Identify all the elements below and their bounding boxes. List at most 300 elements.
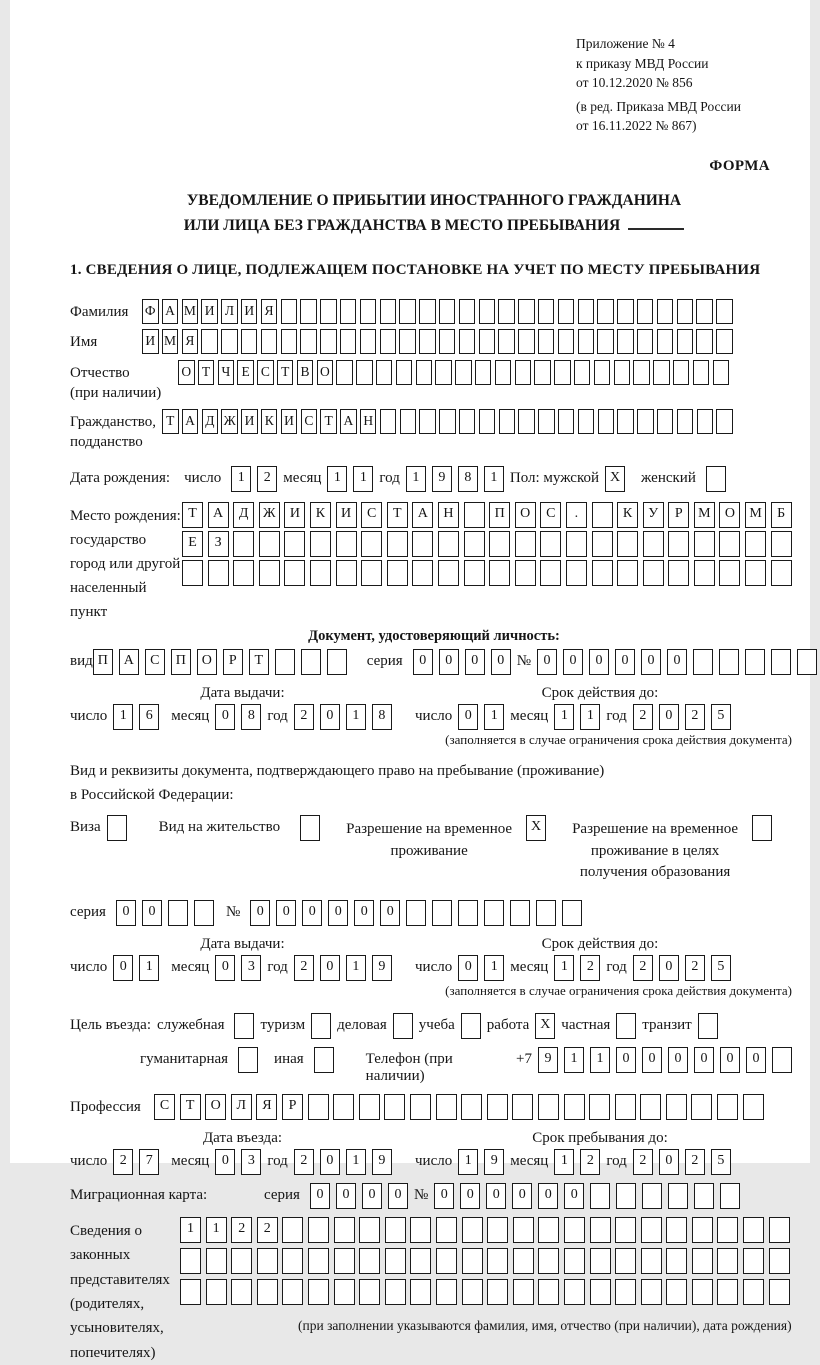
char-cell-empty <box>743 1094 764 1120</box>
char-cell-filled: Р <box>282 1094 303 1120</box>
char-cell-filled: 0 <box>388 1183 408 1209</box>
birth-place-label: Место рождения: государство город или другой населенный пункт <box>70 508 181 621</box>
residence-doc-intro: Вид и реквизиты документа, подтверждающего право на пребывание (проживание) в Российской Федерации: <box>70 763 605 803</box>
char-cell-filled: Т <box>277 360 294 385</box>
char-cell-empty <box>616 1013 636 1039</box>
char-cell-empty <box>495 360 512 385</box>
stay-year-cells <box>633 1149 737 1175</box>
char-cell-filled: Т <box>320 409 337 434</box>
char-cell-empty <box>412 531 433 557</box>
char-cell-empty <box>696 329 713 354</box>
form-title <box>70 189 798 239</box>
char-cell-filled: С <box>301 409 318 434</box>
char-cell-empty <box>340 299 357 324</box>
birth-day-cells <box>231 466 283 492</box>
char-cell-empty <box>282 1279 303 1305</box>
char-cell-filled: 0 <box>460 1183 480 1209</box>
char-cell-filled: 0 <box>465 649 485 675</box>
char-cell-empty <box>487 1248 508 1274</box>
char-cell-empty <box>336 360 353 385</box>
char-cell-empty <box>693 360 710 385</box>
char-cell-empty <box>462 1217 483 1243</box>
char-cell-empty <box>489 531 510 557</box>
char-cell-filled: 2 <box>580 1149 600 1175</box>
char-cell-empty <box>459 409 476 434</box>
representatives-label: Сведения о законных представителях (родителях, усыновителях, попечителях) <box>70 1223 170 1361</box>
char-cell-filled: О <box>197 649 217 675</box>
char-cell-empty <box>696 299 713 324</box>
char-cell-empty <box>594 360 611 385</box>
char-cell-empty <box>361 560 382 586</box>
char-cell-empty <box>615 1217 636 1243</box>
entry-date: Дата въезда: число 2 7 месяц 0 3 год 2 0 1 9 <box>70 1130 415 1175</box>
char-cell-filled: 1 <box>484 466 504 492</box>
char-cell-empty <box>693 649 713 675</box>
stay-day-cells <box>458 1149 510 1175</box>
char-cell-empty <box>385 1217 406 1243</box>
residence-seriya-cells <box>116 900 220 926</box>
char-cell-filled: 1 <box>180 1217 201 1243</box>
char-cell-empty <box>410 1094 431 1120</box>
char-cell-empty <box>439 329 456 354</box>
char-cell-filled: 9 <box>484 1149 504 1175</box>
char-cell-empty <box>771 649 791 675</box>
sex-male-checkbox <box>605 466 631 492</box>
char-cell-empty <box>360 299 377 324</box>
entry-date-title: Дата въезда: <box>202 1130 283 1147</box>
issue-month-cells <box>215 704 267 730</box>
char-cell-filled: Ж <box>259 502 280 528</box>
char-cell-filled: С <box>145 649 165 675</box>
char-cell-empty <box>590 1183 610 1209</box>
char-cell-empty <box>308 1217 329 1243</box>
migration-number-cells <box>434 1183 746 1209</box>
char-cell-empty <box>558 409 575 434</box>
char-cell-empty <box>719 649 739 675</box>
char-cell-filled: 1 <box>590 1047 610 1073</box>
char-cell-empty <box>419 329 436 354</box>
char-cell-empty <box>515 560 536 586</box>
char-cell-filled: 9 <box>538 1047 558 1073</box>
char-cell-filled: Н <box>438 502 459 528</box>
char-cell-filled: 0 <box>362 1183 382 1209</box>
char-cell-empty <box>668 1183 688 1209</box>
char-cell-empty <box>436 1217 457 1243</box>
char-cell-empty <box>385 1248 406 1274</box>
char-cell-filled: 0 <box>694 1047 714 1073</box>
residence-doc-types <box>70 815 798 884</box>
char-cell-empty <box>713 360 730 385</box>
char-cell-empty <box>698 1013 718 1039</box>
char-cell-empty <box>400 409 417 434</box>
char-cell-empty <box>641 1248 662 1274</box>
residence-validity-day-cells <box>458 955 510 981</box>
char-cell-filled: 1 <box>484 704 504 730</box>
char-cell-empty <box>745 560 766 586</box>
residence-seriya-label: серия <box>70 904 106 921</box>
char-cell-empty <box>743 1279 764 1305</box>
char-cell-filled: 0 <box>563 649 583 675</box>
char-cell-empty <box>657 329 674 354</box>
doc-number-label: № <box>516 653 531 670</box>
char-cell-filled: 0 <box>250 900 270 926</box>
char-cell-empty <box>479 329 496 354</box>
char-cell-filled: 0 <box>354 900 374 926</box>
char-cell-empty <box>360 329 377 354</box>
char-cell-empty <box>284 560 305 586</box>
char-cell-filled: Л <box>231 1094 252 1120</box>
stay-month-cells <box>554 1149 606 1175</box>
char-cell-filled: 1 <box>346 704 366 730</box>
char-cell-filled: 1 <box>458 1149 478 1175</box>
doc-number-cells <box>537 649 820 675</box>
char-cell-filled: X <box>526 815 546 841</box>
char-cell-filled: А <box>208 502 229 528</box>
char-cell-empty <box>616 1183 636 1209</box>
entry-stay-dates <box>70 1130 798 1175</box>
purpose-row-2: гуманитарная иная Телефон (при наличии) +7 9 1 1 0 0 0 0 0 0 <box>140 1047 798 1085</box>
char-cell-filled: 1 <box>139 955 159 981</box>
char-cell-filled: 8 <box>241 704 261 730</box>
char-cell-empty <box>719 531 740 557</box>
char-cell-empty <box>432 900 452 926</box>
char-cell-empty <box>282 1217 303 1243</box>
purpose-study-checkbox <box>461 1013 487 1039</box>
char-cell-empty <box>233 560 254 586</box>
char-cell-empty <box>512 1094 533 1120</box>
char-cell-empty <box>614 360 631 385</box>
char-cell-empty <box>399 329 416 354</box>
char-cell-filled: Т <box>162 409 179 434</box>
char-cell-filled: 0 <box>320 704 340 730</box>
char-cell-empty <box>436 1094 457 1120</box>
char-cell-empty <box>498 329 515 354</box>
char-cell-empty <box>333 1094 354 1120</box>
birth-date-label: Дата рождения: <box>70 470 171 487</box>
char-cell-filled: 1 <box>554 1149 574 1175</box>
annex-header <box>576 34 798 136</box>
field-patronymic <box>70 360 798 403</box>
char-cell-empty <box>706 466 726 492</box>
char-cell-filled: 0 <box>434 1183 454 1209</box>
char-cell-filled: А <box>340 409 357 434</box>
char-cell-filled: 9 <box>432 466 452 492</box>
char-cell-empty <box>281 329 298 354</box>
char-cell-filled: О <box>515 502 536 528</box>
char-cell-empty <box>716 329 733 354</box>
edu-permit-label: Разрешение на временное проживание в целях получения образования <box>572 820 739 881</box>
char-cell-empty <box>513 1248 534 1274</box>
char-cell-empty <box>510 900 530 926</box>
char-cell-empty <box>691 1094 712 1120</box>
field-birth-date <box>70 466 798 492</box>
char-cell-empty <box>320 329 337 354</box>
annex-line-2: к приказу МВД России <box>576 55 709 71</box>
surname-cells <box>142 299 736 324</box>
char-cell-empty <box>534 360 551 385</box>
char-cell-filled: Я <box>182 329 199 354</box>
char-cell-empty <box>107 815 127 841</box>
citizenship-cells <box>162 409 736 434</box>
char-cell-empty <box>206 1248 227 1274</box>
visa-checkbox <box>107 815 133 841</box>
char-cell-filled: 1 <box>327 466 347 492</box>
char-cell-filled: 1 <box>346 955 366 981</box>
purpose-humanitarian-checkbox <box>238 1047 264 1073</box>
char-cell-empty <box>359 1217 380 1243</box>
identity-doc-dates <box>70 685 798 730</box>
char-cell-empty <box>771 560 792 586</box>
char-cell-empty <box>464 531 485 557</box>
char-cell-empty <box>380 299 397 324</box>
char-cell-empty <box>694 1183 714 1209</box>
char-cell-empty <box>300 299 317 324</box>
char-cell-empty <box>334 1279 355 1305</box>
char-cell-empty <box>657 299 674 324</box>
char-cell-empty <box>640 1094 661 1120</box>
representatives-row-1 <box>180 1217 794 1243</box>
edu-permit-checkbox <box>752 815 778 841</box>
title-blank-underline <box>628 215 684 230</box>
char-cell-filled: 2 <box>633 955 653 981</box>
char-cell-filled: 0 <box>746 1047 766 1073</box>
char-cell-filled: 1 <box>580 704 600 730</box>
char-cell-filled: 2 <box>633 704 653 730</box>
char-cell-filled: Д <box>202 409 219 434</box>
char-cell-filled: 3 <box>241 1149 261 1175</box>
field-surname <box>70 299 798 324</box>
char-cell-filled: Л <box>221 299 238 324</box>
char-cell-filled: 0 <box>564 1183 584 1209</box>
char-cell-empty <box>376 360 393 385</box>
char-cell-empty <box>578 299 595 324</box>
purpose-business-checkbox <box>234 1013 260 1039</box>
char-cell-empty <box>419 299 436 324</box>
char-cell-filled: К <box>261 409 278 434</box>
char-cell-filled: М <box>745 502 766 528</box>
char-cell-empty <box>617 329 634 354</box>
residence-permit-checkbox <box>300 815 326 841</box>
char-cell-empty <box>320 299 337 324</box>
char-cell-filled: 2 <box>633 1149 653 1175</box>
char-cell-empty <box>666 1279 687 1305</box>
validity-month-cells <box>554 704 606 730</box>
char-cell-empty <box>257 1279 278 1305</box>
char-cell-empty <box>206 1279 227 1305</box>
char-cell-filled: А <box>412 502 433 528</box>
field-migration-card: Миграционная карта: серия 0 0 0 0 № 0 0 0 0 0 0 <box>70 1183 798 1209</box>
char-cell-filled: 8 <box>458 466 478 492</box>
char-cell-empty <box>538 1279 559 1305</box>
char-cell-filled: У <box>643 502 664 528</box>
char-cell-empty <box>439 299 456 324</box>
char-cell-filled: И <box>241 299 258 324</box>
phone-label: Телефон (при наличии) <box>365 1051 453 1085</box>
char-cell-empty <box>590 1279 611 1305</box>
char-cell-empty <box>282 1248 303 1274</box>
char-cell-filled: Т <box>180 1094 201 1120</box>
stay-until-date: Срок пребывания до: число 1 9 месяц 1 2 год 2 0 2 5 <box>415 1130 785 1175</box>
birth-month-label: месяц <box>283 470 322 487</box>
migration-seriya-cells <box>310 1183 414 1209</box>
char-cell-empty <box>692 1248 713 1274</box>
char-cell-filled: Т <box>387 502 408 528</box>
char-cell-empty <box>717 1217 738 1243</box>
char-cell-empty <box>513 1217 534 1243</box>
char-cell-filled: П <box>93 649 113 675</box>
residence-issue-month-cells <box>215 955 267 981</box>
char-cell-empty <box>410 1217 431 1243</box>
form-label: ФОРМА <box>709 157 770 174</box>
form-title-line-1: УВЕДОМЛЕНИЕ О ПРИБЫТИИ ИНОСТРАННОГО ГРАЖДАНИНА <box>186 191 682 209</box>
temp-permit-label: Разрешение на временное проживание <box>346 820 513 859</box>
char-cell-empty <box>259 560 280 586</box>
char-cell-filled: 2 <box>113 1149 133 1175</box>
char-cell-empty <box>677 409 694 434</box>
char-cell-filled: К <box>310 502 331 528</box>
char-cell-empty <box>359 1248 380 1274</box>
char-cell-filled: Д <box>233 502 254 528</box>
char-cell-empty <box>380 409 397 434</box>
char-cell-empty <box>396 360 413 385</box>
char-cell-empty <box>475 360 492 385</box>
char-cell-empty <box>743 1217 764 1243</box>
char-cell-filled: И <box>241 409 258 434</box>
char-cell-empty <box>487 1094 508 1120</box>
char-cell-empty <box>641 1279 662 1305</box>
char-cell-empty <box>592 560 613 586</box>
char-cell-empty <box>308 1094 329 1120</box>
representatives-note: (при заполнении указываются фамилия, имя, отчество (при наличии), дата рождения) <box>298 1318 792 1334</box>
char-cell-empty <box>233 531 254 557</box>
residence-number-label: № <box>225 904 241 921</box>
char-cell-empty <box>300 815 320 841</box>
char-cell-empty <box>438 531 459 557</box>
char-cell-empty <box>653 360 670 385</box>
char-cell-empty <box>359 1279 380 1305</box>
birth-place-row-2 <box>182 531 796 557</box>
entry-month-cells <box>215 1149 267 1175</box>
char-cell-filled: Р <box>668 502 689 528</box>
char-cell-empty <box>668 531 689 557</box>
char-cell-filled: 0 <box>720 1047 740 1073</box>
char-cell-filled: О <box>205 1094 226 1120</box>
char-cell-empty <box>590 1248 611 1274</box>
char-cell-empty <box>637 329 654 354</box>
char-cell-empty <box>182 560 203 586</box>
profession-cells <box>154 1094 768 1120</box>
char-cell-empty <box>284 531 305 557</box>
residence-issue-year-cells <box>294 955 398 981</box>
sex-female-label: женский <box>641 470 696 487</box>
char-cell-filled: 2 <box>580 955 600 981</box>
char-cell-filled: 0 <box>320 955 340 981</box>
char-cell-filled: О <box>317 360 334 385</box>
char-cell-empty <box>558 299 575 324</box>
residence-validity-year-cells <box>633 955 737 981</box>
issue-year-cells <box>294 704 398 730</box>
stay-until-title: Срок пребывания до: <box>532 1130 668 1147</box>
field-birth-place <box>70 502 798 624</box>
patronymic-label: Отчество (при наличии) <box>70 365 162 401</box>
char-cell-empty <box>238 1047 258 1073</box>
birth-place-rows <box>182 502 796 589</box>
phone-prefix: +7 <box>516 1051 532 1068</box>
char-cell-filled: А <box>119 649 139 675</box>
char-cell-empty <box>589 1094 610 1120</box>
char-cell-filled: 0 <box>668 1047 688 1073</box>
field-residence-doc-number <box>70 900 798 926</box>
purpose-private-checkbox <box>616 1013 642 1039</box>
char-cell-empty <box>641 1217 662 1243</box>
char-cell-empty <box>301 649 321 675</box>
char-cell-empty <box>261 329 278 354</box>
char-cell-filled: 0 <box>116 900 136 926</box>
char-cell-empty <box>241 329 258 354</box>
char-cell-empty <box>464 560 485 586</box>
char-cell-filled: 5 <box>711 1149 731 1175</box>
char-cell-filled: Р <box>223 649 243 675</box>
char-cell-empty <box>574 360 591 385</box>
char-cell-filled: 1 <box>231 466 251 492</box>
char-cell-empty <box>180 1248 201 1274</box>
char-cell-empty <box>692 1279 713 1305</box>
char-cell-empty <box>281 299 298 324</box>
char-cell-filled: П <box>171 649 191 675</box>
char-cell-empty <box>617 299 634 324</box>
char-cell-empty <box>336 531 357 557</box>
purpose-commercial-checkbox <box>393 1013 419 1039</box>
char-cell-empty <box>439 409 456 434</box>
identity-doc-heading: Документ, удостоверяющий личность: <box>308 628 560 645</box>
section1-heading: 1. СВЕДЕНИЯ О ЛИЦЕ, ПОДЛЕЖАЩЕМ ПОСТАНОВКЕ НА УЧЕТ ПО МЕСТУ ПРЕБЫВАНИЯ <box>70 262 761 279</box>
char-cell-filled: З <box>208 531 229 557</box>
char-cell-empty <box>643 560 664 586</box>
char-cell-filled: С <box>361 502 382 528</box>
char-cell-filled: 0 <box>215 955 235 981</box>
char-cell-empty <box>716 299 733 324</box>
char-cell-filled: 5 <box>711 955 731 981</box>
char-cell-filled: М <box>162 329 179 354</box>
sex-male-label: Пол: мужской <box>509 470 600 487</box>
char-cell-filled: А <box>162 299 179 324</box>
char-cell-filled: И <box>201 299 218 324</box>
char-cell-empty <box>410 1248 431 1274</box>
char-cell-filled: Ф <box>142 299 159 324</box>
char-cell-filled: 0 <box>512 1183 532 1209</box>
char-cell-filled: 2 <box>294 1149 314 1175</box>
char-cell-filled: 0 <box>413 649 433 675</box>
issue-day-cells <box>113 704 165 730</box>
residence-permit-option <box>159 815 326 841</box>
char-cell-empty <box>487 1279 508 1305</box>
char-cell-filled: 1 <box>406 466 426 492</box>
char-cell-filled: 9 <box>372 955 392 981</box>
char-cell-filled: 0 <box>641 649 661 675</box>
char-cell-empty <box>592 502 613 528</box>
char-cell-filled: 5 <box>711 704 731 730</box>
char-cell-empty <box>201 329 218 354</box>
entry-year-cells <box>294 1149 398 1175</box>
residence-issue-date: Дата выдачи: число 0 1 месяц 0 3 год 2 0 1 9 <box>70 936 415 981</box>
representatives-row-3 <box>180 1279 794 1305</box>
char-cell-empty <box>772 1047 792 1073</box>
char-cell-empty <box>538 329 555 354</box>
char-cell-filled: Б <box>771 502 792 528</box>
char-cell-filled: И <box>284 502 305 528</box>
char-cell-filled: Е <box>237 360 254 385</box>
char-cell-empty <box>692 1217 713 1243</box>
